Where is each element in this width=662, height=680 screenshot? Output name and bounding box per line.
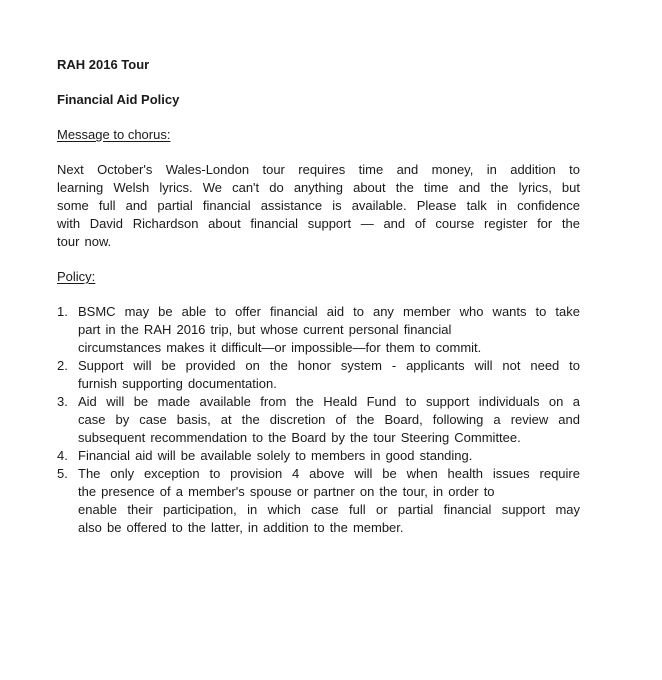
- text-line: case by case basis, at the discretion of the Board, following a review and: [78, 412, 580, 427]
- policy-item-3: [57, 393, 580, 447]
- text-line: part in the RAH 2016 trip, but whose current personal financial: [78, 322, 452, 337]
- text-line: tour now.: [57, 234, 112, 249]
- policy-item-number: 1.: [57, 304, 68, 319]
- policy-item-text: [78, 357, 580, 393]
- policy-item-number: 5.: [57, 466, 68, 481]
- text-line: furnish supporting documentation.: [78, 376, 277, 391]
- document-title: RAH 2016 Tour: [57, 57, 150, 72]
- policy-heading: Policy:: [57, 269, 96, 284]
- policy-item-text: [78, 303, 580, 357]
- text-line: Next October's Wales-London tour requires time and money, in addition to: [57, 162, 580, 177]
- intro-paragraph: [57, 161, 580, 251]
- text-line: Aid will be made available from the Heald Fund to support individuals on a: [78, 394, 580, 409]
- text-line: some full and partial financial assistance is available. Please talk in confidence: [57, 198, 580, 213]
- policy-item-1: [57, 303, 580, 357]
- policy-item-5: [57, 465, 580, 537]
- policy-item-2: [57, 357, 580, 393]
- text-line: BSMC may be able to offer financial aid to any member who wants to take: [78, 304, 580, 319]
- text-line: also be offered to the latter, in addition to the member.: [78, 520, 404, 535]
- text-line: Financial aid will be available solely to members in good standing.: [78, 448, 473, 463]
- policy-item-text: [78, 465, 580, 537]
- document-subtitle: Financial Aid Policy: [57, 92, 180, 107]
- text-line: learning Welsh lyrics. We can't do anything about the time and the lyrics, but: [57, 180, 580, 195]
- policy-item-text: [78, 393, 580, 447]
- text-line: Support will be provided on the honor system - applicants will not need to: [78, 358, 580, 373]
- text-line: The only exception to provision 4 above will be when health issues require: [78, 466, 580, 481]
- text-line: subsequent recommendation to the Board by the tour Steering Committee.: [78, 430, 521, 445]
- policy-item-text: [78, 447, 580, 465]
- text-line: enable their participation, in which case full or partial financial support may: [78, 502, 580, 517]
- policy-item-4: [57, 447, 580, 465]
- policy-item-number: 3.: [57, 394, 68, 409]
- policy-list: [57, 303, 580, 537]
- text-line: circumstances makes it difficult—or impossible—for them to commit.: [78, 340, 482, 355]
- message-heading: Message to chorus:: [57, 127, 171, 142]
- text-line: with David Richardson about financial support — and of course register for the: [57, 216, 580, 231]
- policy-item-number: 4.: [57, 448, 68, 463]
- policy-item-number: 2.: [57, 358, 68, 373]
- text-line: the presence of a member's spouse or partner on the tour, in order to: [78, 484, 495, 499]
